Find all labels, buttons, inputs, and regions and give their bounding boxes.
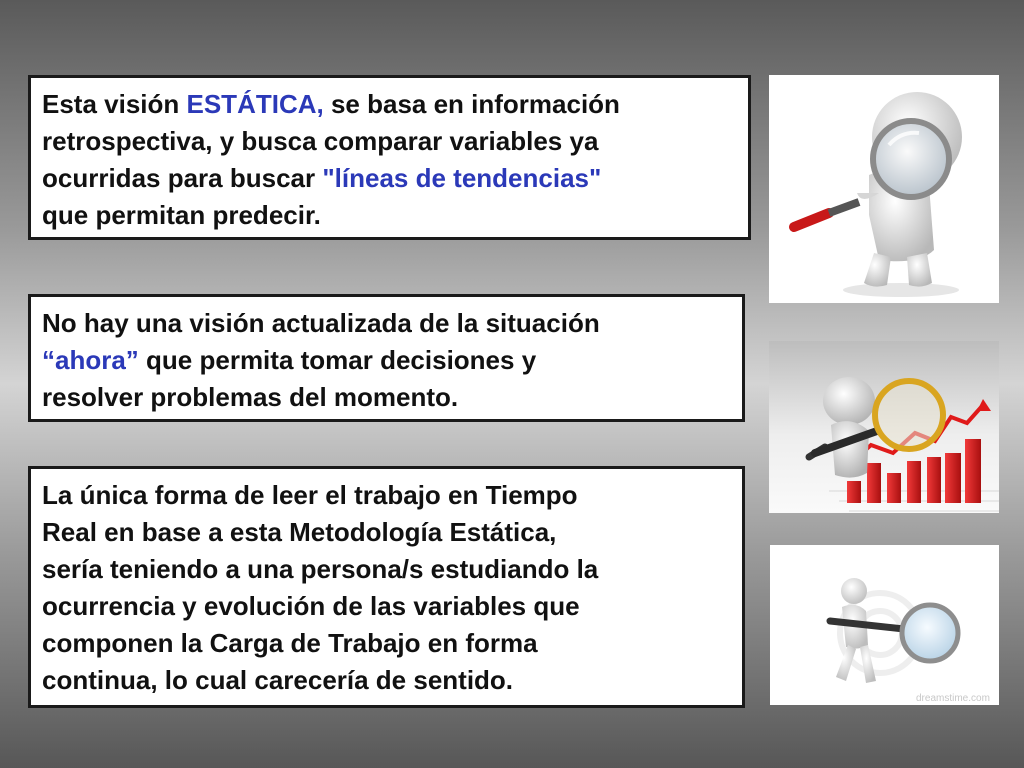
- box3-line-4: ocurrencia y evolución de las variables que: [42, 591, 580, 621]
- box3-line-6: continua, lo cual carecería de sentido.: [42, 665, 514, 695]
- text-box-static-vision: [28, 75, 751, 240]
- box2-line-2: “ahora” que permita tomar decisiones y: [42, 345, 537, 375]
- growth-chart-magnifier-image: [769, 341, 999, 513]
- searching-figure-image: [770, 545, 999, 705]
- watermark-text: dreamstime.com: [916, 693, 990, 704]
- box2-line-3: resolver problemas del momento.: [42, 382, 459, 412]
- ahora-highlight: “ahora”: [42, 345, 139, 375]
- box1-line-1: Esta visión ESTÁTICA, se basa en información: [42, 89, 620, 119]
- box1-line-4: que permitan predecir.: [42, 200, 321, 230]
- magnifier-figure-image: [769, 75, 999, 303]
- box1-line-3: ocurridas para buscar "líneas de tendencias": [42, 163, 602, 193]
- box3-line-5: componen la Carga de Trabajo en forma: [42, 628, 538, 658]
- box1-line-2: retrospectiva, y busca comparar variables ya: [42, 126, 599, 156]
- text-box-real-time-reading: [28, 466, 745, 708]
- box3-line-2: Real en base a esta Metodología Estática,: [42, 517, 557, 547]
- box2-line-1: No hay una visión actualizada de la situación: [42, 308, 600, 338]
- trend-lines-highlight: "líneas de tendencias": [322, 163, 602, 193]
- text-box-no-current-vision: [28, 294, 745, 422]
- estatica-highlight: ESTÁTICA,: [186, 89, 324, 119]
- box3-line-3: sería teniendo a una persona/s estudiando la: [42, 554, 599, 584]
- box3-line-1: La única forma de leer el trabajo en Tiempo: [42, 480, 578, 510]
